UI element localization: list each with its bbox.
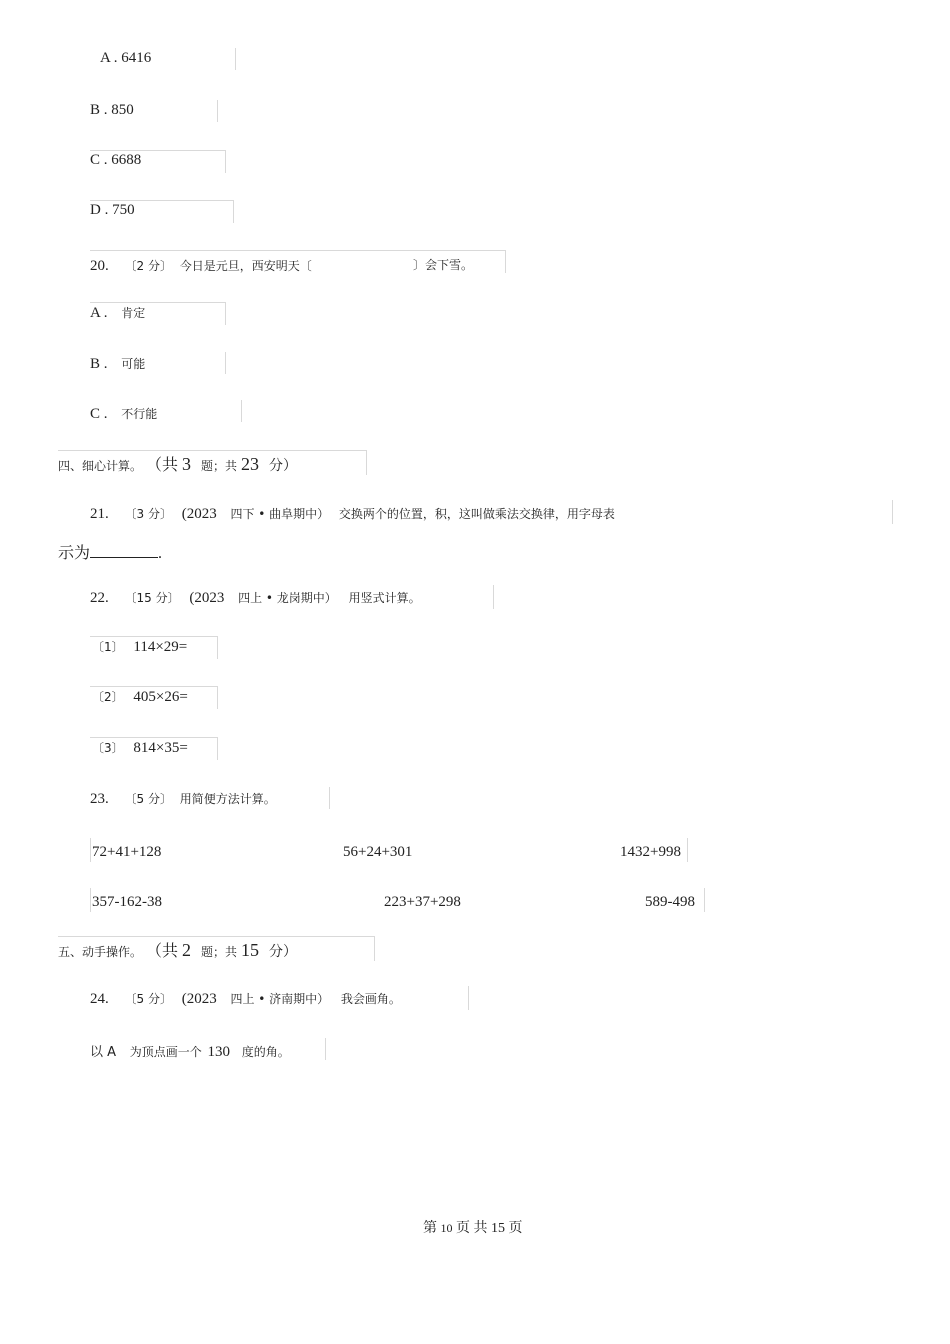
section-4-heading: 四、细心计算。 （共 3 题；共 23 分） (58, 454, 298, 474)
section-5-heading: 五、动手操作。 （共 2 题；共 15 分） (58, 940, 298, 960)
q23-expr-5: 223+37+298 (384, 894, 461, 910)
q23-stem: 23. 〔5 分〕 用简便方法计算。 (90, 791, 276, 807)
q20-option-b[interactable]: B . 可能 (90, 356, 146, 372)
page-footer: 第 10 页 共 15 页 (423, 1221, 523, 1236)
q22-stem: 22. 〔15 分〕 (2023 四上 • 龙岗期中） 用竖式计算。 (90, 590, 421, 606)
q19-option-d[interactable]: D . 750 (90, 202, 135, 218)
q19-option-b[interactable]: B . 850 (90, 102, 134, 118)
q20-option-c[interactable]: C . 不行能 (90, 406, 158, 422)
q24-task: 以 A 为顶点画一个 130 度的角。 (90, 1044, 290, 1060)
q23-expr-2: 56+24+301 (343, 844, 413, 860)
q19-option-a[interactable]: A . 6416 (100, 50, 152, 66)
q22-item-2: 〔2〕 405×26= (92, 689, 188, 705)
answer-blank[interactable] (90, 543, 158, 558)
q22-item-1: 〔1〕 114×29= (92, 639, 188, 655)
q20-stem-end: 〕会下雪。 (413, 258, 474, 272)
q23-expr-4: 357-162-38 (92, 894, 162, 910)
q21-stem: 21. 〔3 分〕 (2023 四下 • 曲阜期中） 交换两个的位置，积，这叫做乘法交换律，用字母表 (90, 506, 615, 522)
q20-option-a[interactable]: A . 肯定 (90, 305, 146, 321)
q23-expr-3: 1432+998 (620, 844, 681, 860)
q23-expr-1: 72+41+128 (92, 844, 162, 860)
q20-stem: 20. 〔2 分〕 今日是元旦，西安明天〔 (90, 258, 312, 274)
q21-stem-line2: 示为 . (58, 545, 163, 562)
q19-option-c[interactable]: C . 6688 (90, 152, 142, 168)
q22-item-3: 〔3〕 814×35= (92, 740, 188, 756)
q24-stem: 24. 〔5 分〕 (2023 四上 • 济南期中） 我会画角。 (90, 991, 401, 1007)
q23-expr-6: 589-498 (645, 894, 695, 910)
